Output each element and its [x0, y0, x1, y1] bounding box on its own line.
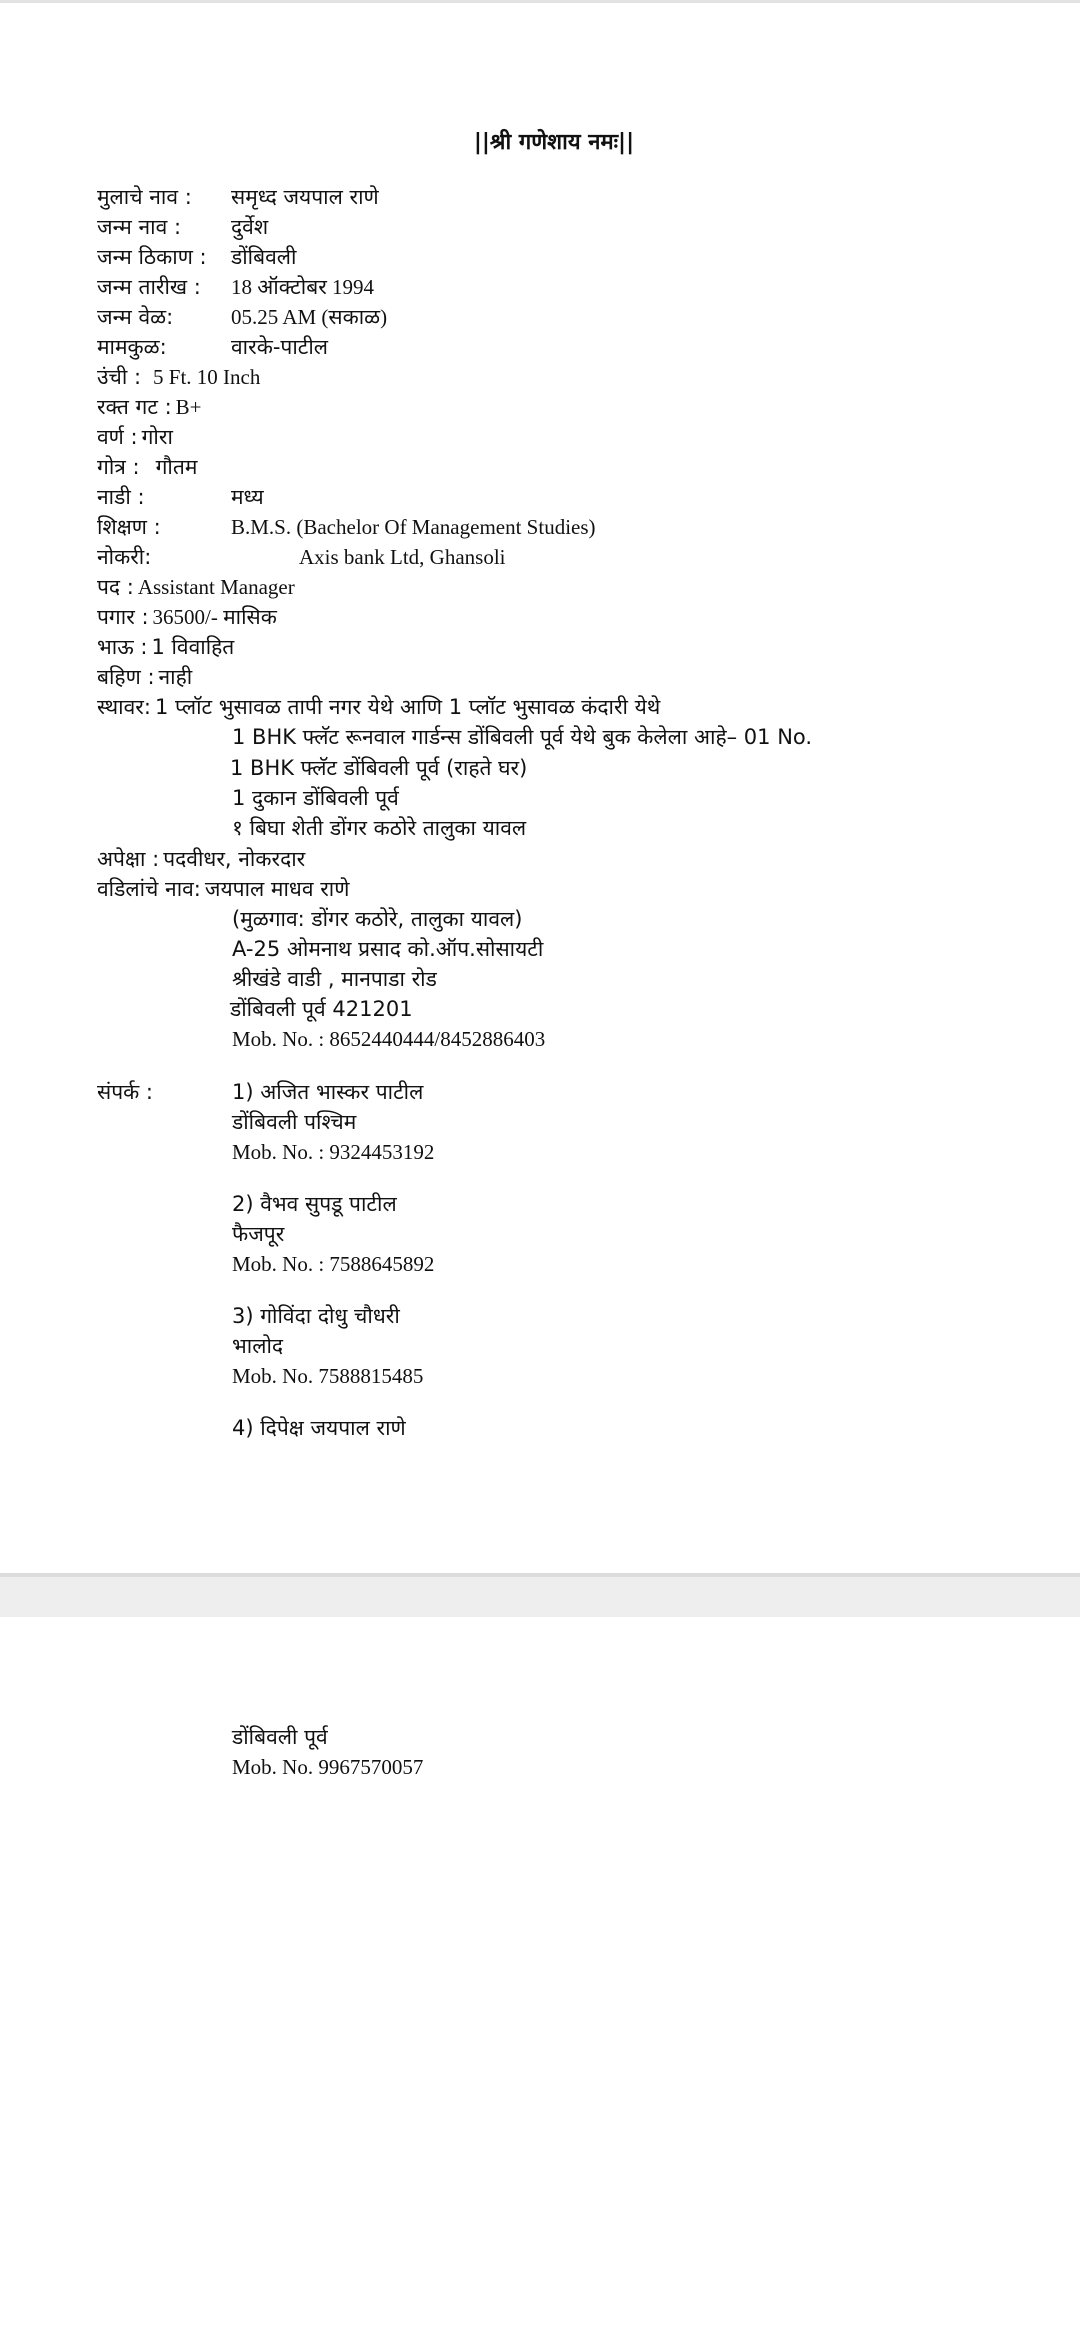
row-complexion: वर्ण : गोरा	[97, 425, 173, 449]
row-birth-date: जन्म तारीख : 18 ऑक्टोबर 1994	[97, 272, 201, 302]
father-address-line: A-25 ओमनाथ प्रसाद को.ऑप.सोसायटी	[232, 937, 544, 961]
page-separator	[0, 1573, 1080, 1617]
value-birth-name: दुर्वेश	[231, 215, 269, 239]
value-expectation: पदवीधर, नोकरदार	[163, 847, 306, 871]
property-line: 1 दुकान डोंबिवली पूर्व	[232, 786, 399, 810]
row-name: मुलाचे नाव : समृध्द जयपाल राणे	[97, 182, 192, 212]
contact-name: 2) वैभव सुपडू पाटील	[232, 1192, 397, 1216]
value-job: Axis bank Ltd, Ghansoli	[299, 545, 506, 569]
value-birth-time: 05.25 AM (सकाळ)	[231, 305, 388, 329]
contact-mobile: Mob. No. 9967570057	[232, 1755, 424, 1779]
value-salary: 36500/- मासिक	[152, 605, 277, 629]
contact-place: डोंबिवली पश्चिम	[232, 1110, 357, 1134]
contact-place: फैजपूर	[232, 1222, 285, 1246]
row-post: पद : Assistant Manager	[97, 575, 295, 599]
property-line: 1 BHK फ्लॅट डोंबिवली पूर्व (राहते घर)	[230, 756, 528, 780]
value-brother: 1 विवाहित	[151, 635, 235, 659]
row-birth-place: जन्म ठिकाण : डोंबिवली	[97, 242, 207, 272]
value-birth-place: डोंबिवली	[231, 245, 297, 269]
row-property: स्थावर: 1 प्लॉट भुसावळ तापी नगर येथे आणि 1 प्लॉट भुसावळ कंदारी येथे	[97, 695, 661, 719]
value-complexion: गोरा	[141, 425, 173, 449]
row-height: उंची : 5 Ft. 10 Inch	[97, 365, 261, 389]
contact-mobile: Mob. No. 7588815485	[232, 1364, 424, 1388]
father-mobile: Mob. No. : 8652440444/8452886403	[232, 1027, 546, 1051]
row-father: वडिलांचे नाव: जयपाल माधव राणे	[97, 877, 350, 901]
row-expectation: अपेक्षा : पदवीधर, नोकरदार	[97, 847, 306, 871]
contact-mobile: Mob. No. : 9324453192	[232, 1140, 435, 1164]
value-birth-date: 18 ऑक्टोबर 1994	[231, 275, 375, 299]
value-name: समृध्द जयपाल राणे	[231, 185, 379, 209]
row-salary: पगार : 36500/- मासिक	[97, 605, 277, 629]
contact-name: 4) दिपेक्ष जयपाल राणे	[232, 1416, 406, 1440]
value-education: B.M.S. (Bachelor Of Management Studies)	[231, 515, 596, 539]
value-property-1: 1 प्लॉट भुसावळ तापी नगर येथे आणि 1 प्लॉट भुसावळ कंदारी येथे	[154, 695, 661, 719]
contact-name: 1) अजित भास्कर पाटील	[232, 1080, 424, 1104]
row-birth-name: जन्म नाव : दुर्वेश	[97, 212, 181, 242]
contact-mobile: Mob. No. : 7588645892	[232, 1252, 435, 1276]
value-nadi: मध्य	[231, 485, 264, 509]
row-birth-time: जन्म वेळ: 05.25 AM (सकाळ)	[97, 302, 173, 332]
contact-name: 3) गोविंदा दोधु चौधरी	[232, 1304, 400, 1328]
invocation-heading: ||श्री गणेशाय नमः||	[473, 130, 635, 155]
contact-place: डोंबिवली पूर्व	[232, 1725, 328, 1749]
property-line: १ बिघा शेती डोंगर कठोरे तालुका यावल	[232, 816, 527, 840]
father-address-line: श्रीखंडे वाडी , मानपाडा रोड	[232, 967, 437, 991]
contact-place: भालोद	[232, 1334, 284, 1358]
row-gotra: गोत्र : गौतम	[97, 455, 198, 479]
father-address-line: (मुळगाव: डोंगर कठोरे, तालुका यावल)	[232, 907, 523, 931]
value-post: Assistant Manager	[137, 575, 295, 599]
row-blood-group: रक्त गट : B+	[97, 395, 202, 419]
row-nadi: नाडी : मध्य	[97, 482, 145, 512]
row-job: नोकरी: Axis bank Ltd, Ghansoli	[97, 542, 151, 572]
value-father: जयपाल माधव राणे	[204, 877, 350, 901]
contacts-label: संपर्क :	[97, 1080, 154, 1104]
value-gotra: गौतम	[155, 455, 198, 479]
property-line: 1 BHK फ्लॅट रूनवाल गार्डन्स डोंबिवली पूर्व येथे बुक केलेला आहे– 01 No.	[232, 725, 813, 749]
row-sister: बहिण : नाही	[97, 665, 193, 689]
row-education: शिक्षण : B.M.S. (Bachelor Of Management Studies)	[97, 512, 161, 542]
document-page-1[interactable]	[0, 3, 1080, 1573]
row-brother: भाऊ : 1 विवाहित	[97, 635, 235, 659]
value-sister: नाही	[158, 665, 193, 689]
value-mamkul: वारके-पाटील	[231, 335, 329, 359]
father-address-line: डोंबिवली पूर्व 421201	[230, 997, 413, 1021]
value-blood-group: B+	[175, 395, 202, 419]
value-height: 5 Ft. 10 Inch	[153, 365, 261, 389]
document-page-2[interactable]	[0, 1617, 1080, 2340]
row-mamkul: मामकुळ: वारके-पाटील	[97, 332, 167, 362]
